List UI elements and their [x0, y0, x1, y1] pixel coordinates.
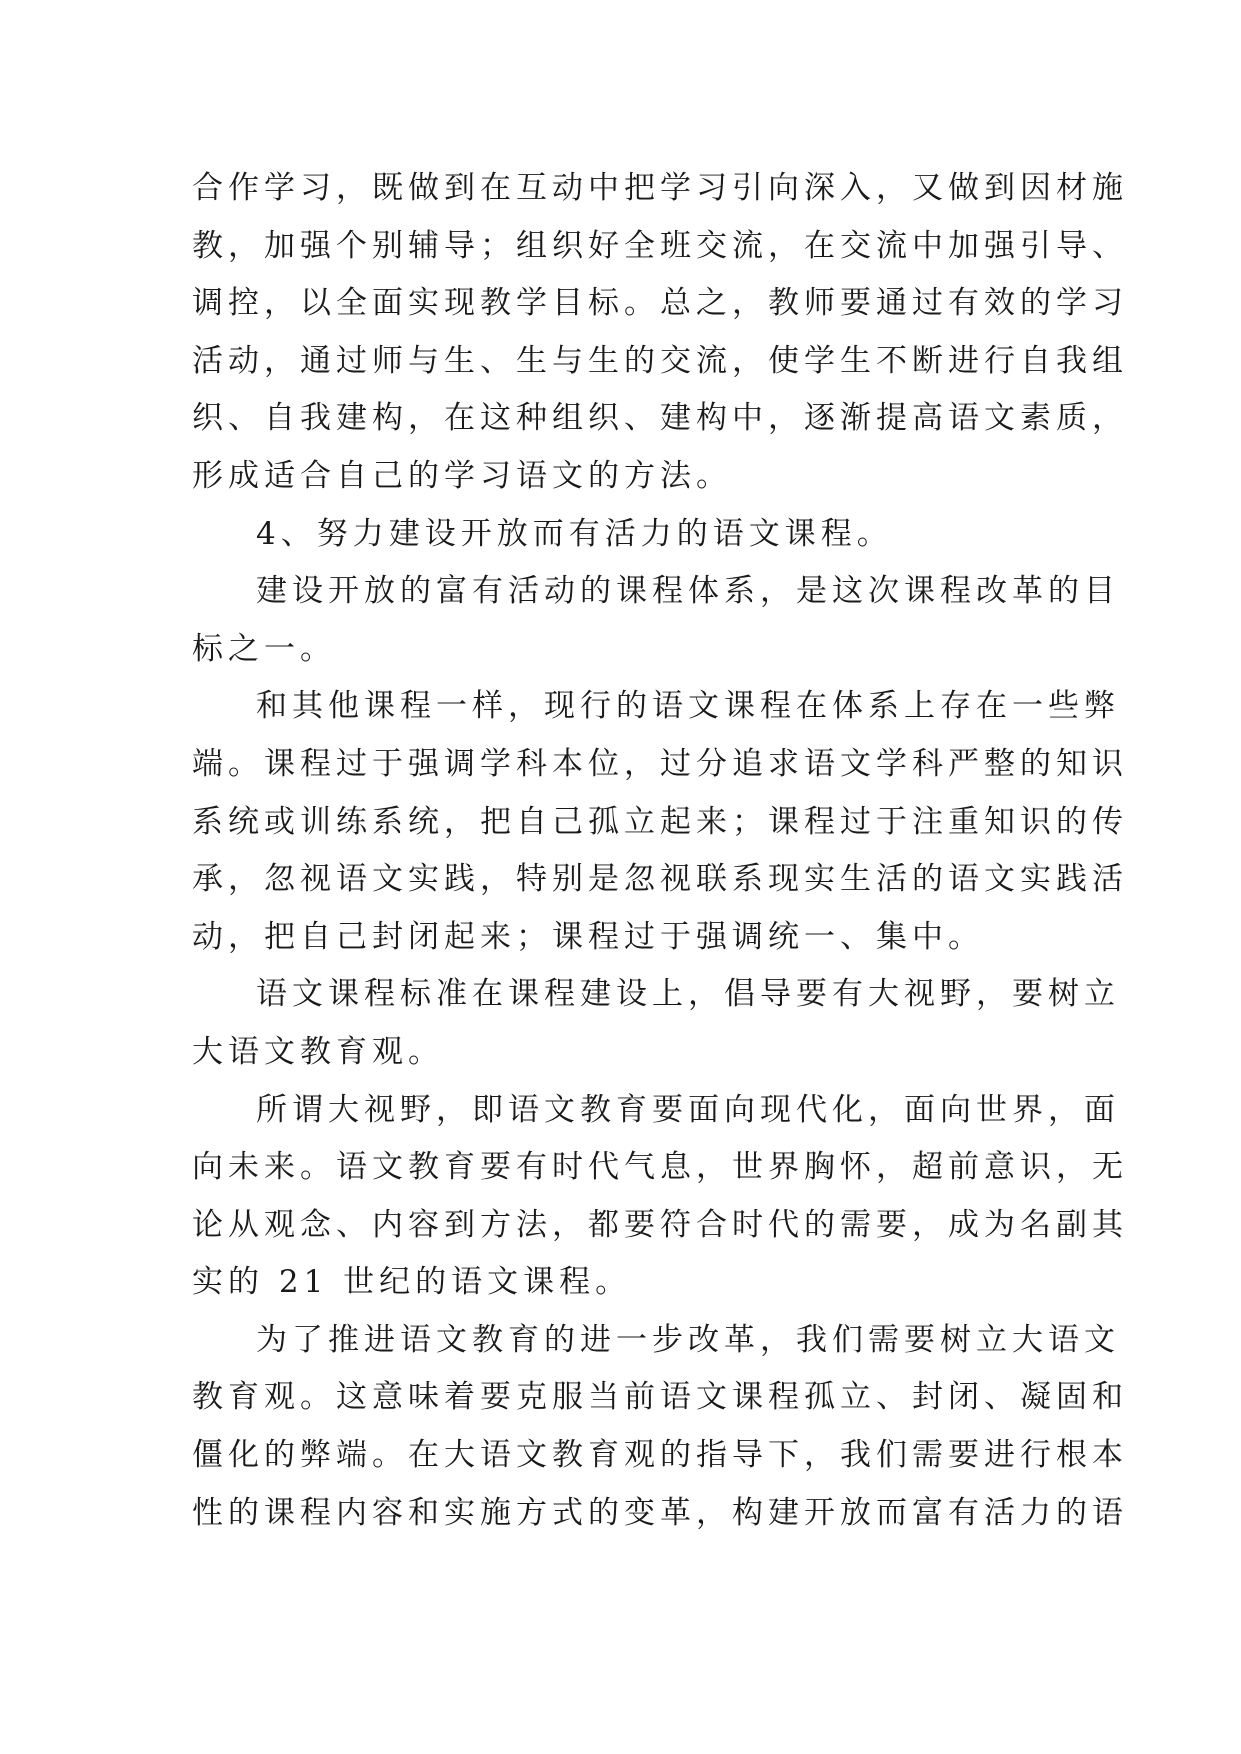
text-line: 教育观。这意味着要克服当前语文课程孤立、封闭、凝固和	[192, 1379, 1128, 1416]
section-heading: 4、努力建设开放而有活力的语文课程。	[256, 515, 893, 552]
text-line: 标之一。	[192, 630, 336, 667]
text-line: 教，加强个别辅导；组织好全班交流，在交流中加强引导、	[192, 227, 1128, 264]
text-line: 语文课程标准在课程建设上，倡导要有大视野，要树立	[256, 976, 1120, 1013]
text-line: 所谓大视野，即语文教育要面向现代化，面向世界，面	[256, 1091, 1120, 1128]
text-line: 活动，通过师与生、生与生的交流，使学生不断进行自我组	[192, 342, 1128, 379]
text-line: 调控，以全面实现教学目标。总之，教师要通过有效的学习	[192, 285, 1128, 322]
text-line: 形成适合自己的学习语文的方法。	[192, 457, 732, 494]
text-line: 僵化的弊端。在大语文教育观的指导下，我们需要进行根本	[192, 1437, 1128, 1474]
text-line: 实的 21 世纪的语文课程。	[192, 1264, 632, 1301]
text-line: 论从观念、内容到方法，都要符合时代的需要，成为名副其	[192, 1206, 1128, 1243]
text-line: 建设开放的富有活动的课程体系，是这次课程改革的目	[256, 573, 1120, 610]
text-line: 承，忽视语文实践，特别是忽视联系现实生活的语文实践活	[192, 861, 1128, 898]
text-line: 为了推进语文教育的进一步改革，我们需要树立大语文	[256, 1321, 1120, 1358]
text-line: 向未来。语文教育要有时代气息，世界胸怀，超前意识，无	[192, 1149, 1128, 1186]
text-line: 和其他课程一样，现行的语文课程在体系上存在一些弊	[256, 688, 1120, 725]
text-line: 端。课程过于强调学科本位，过分追求语文学科严整的知识	[192, 745, 1128, 782]
text-line: 性的课程内容和实施方式的变革，构建开放而富有活力的语	[192, 1494, 1128, 1531]
text-line: 合作学习，既做到在互动中把学习引向深入，又做到因材施	[192, 170, 1128, 206]
text-line: 动，把自己封闭起来；课程过于强调统一、集中。	[192, 918, 984, 955]
text-line: 织、自我建构，在这种组织、建构中，逐渐提高语文素质，	[192, 400, 1128, 437]
text-line: 大语文教育观。	[192, 1033, 444, 1070]
document-body	[192, 160, 1128, 1542]
text-line: 系统或训练系统，把自己孤立起来；课程过于注重知识的传	[192, 803, 1128, 840]
